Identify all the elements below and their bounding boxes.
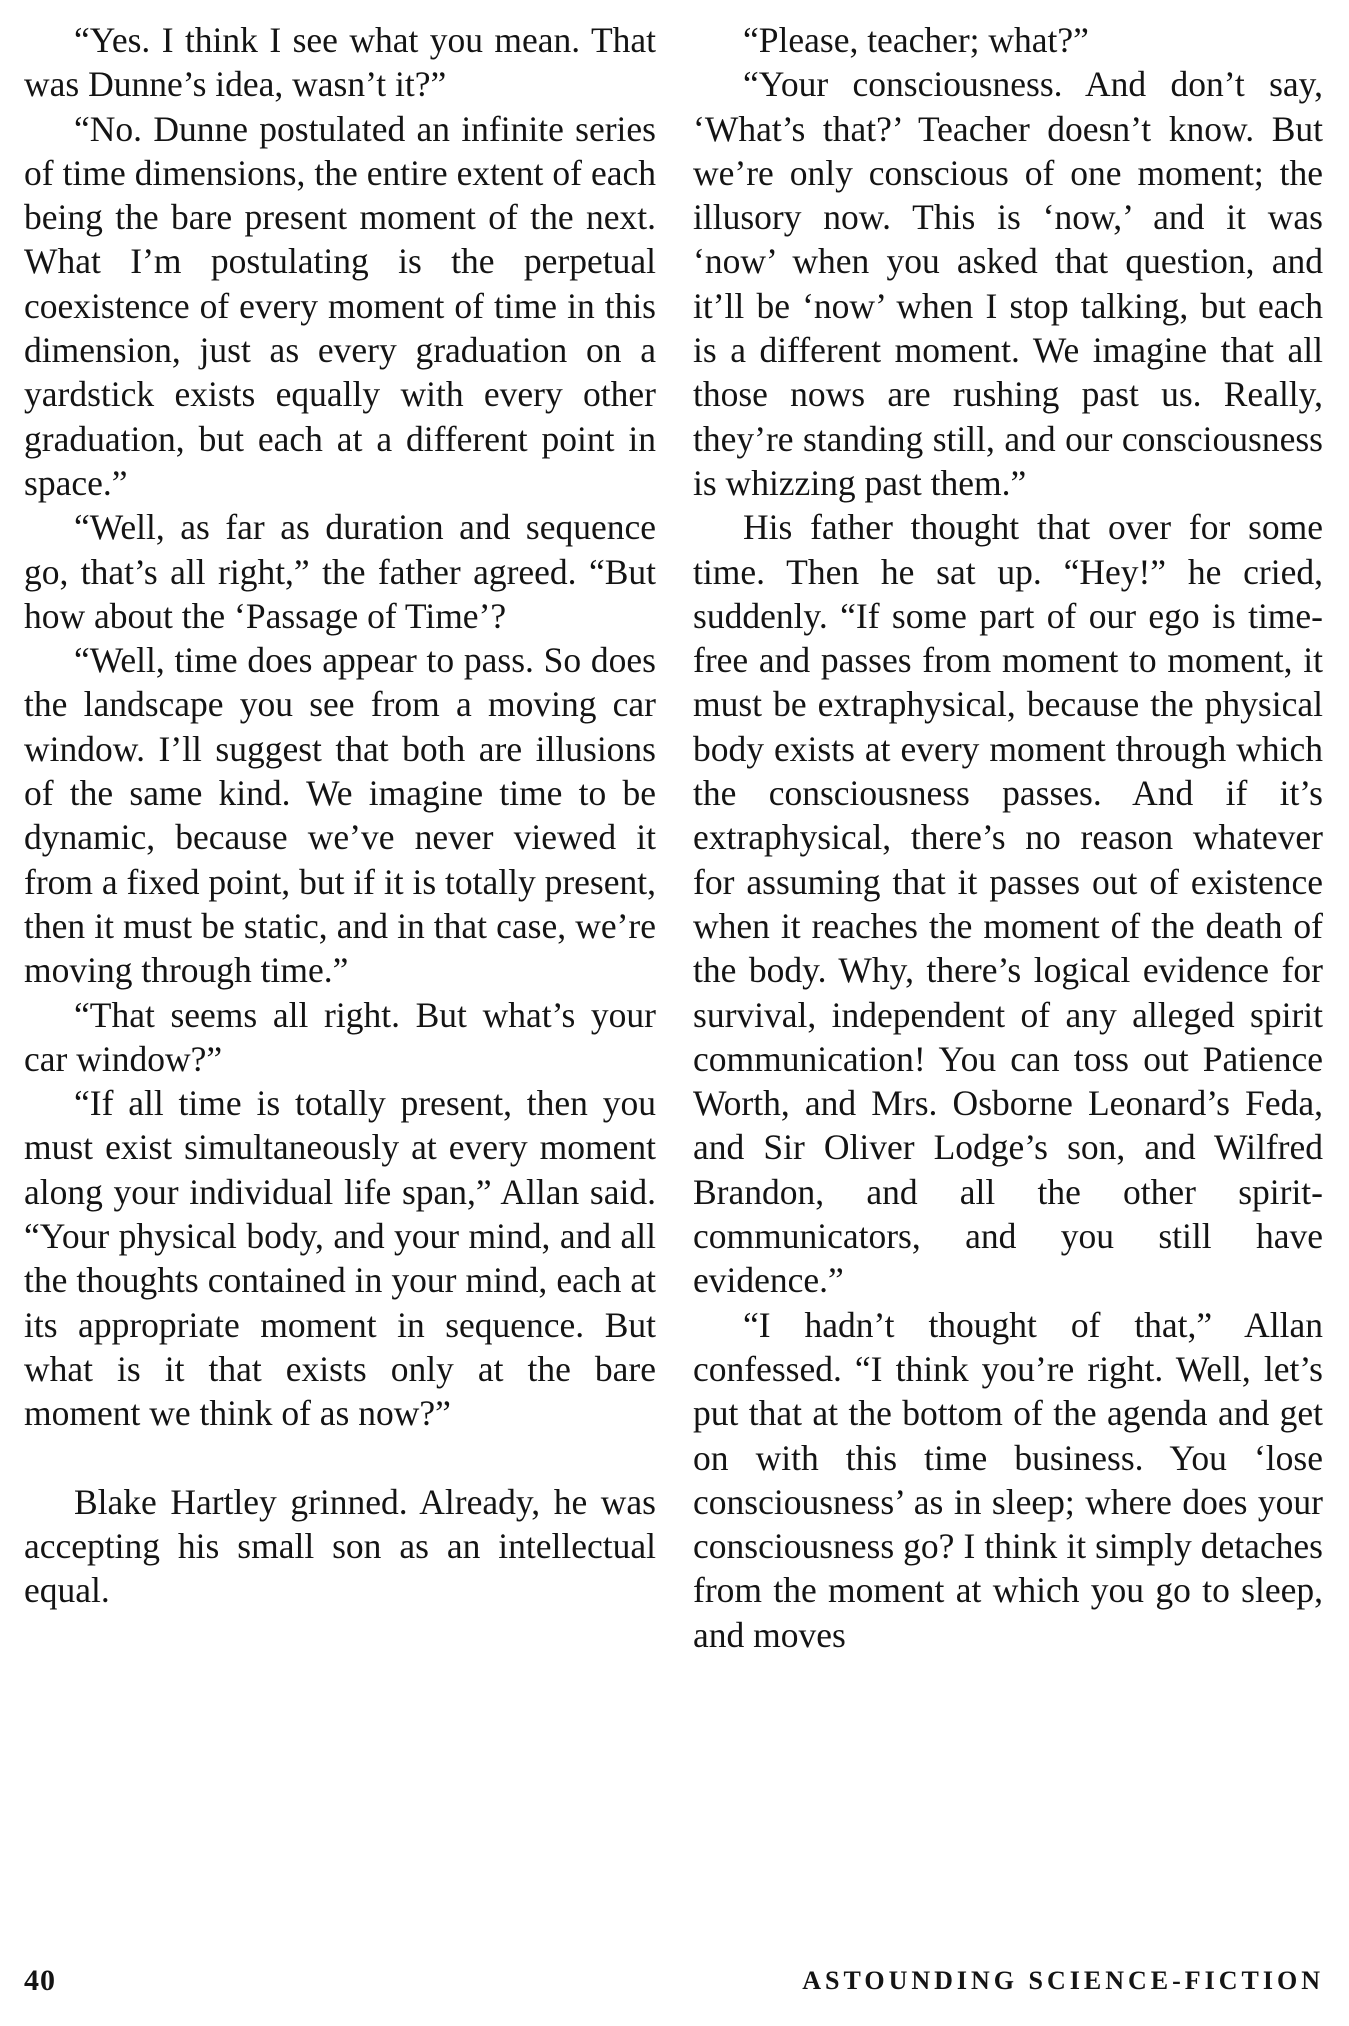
paragraph: His father thought that over for some time. Then he sat up. “Hey!” he cried, suddenly. “If some part of our ego is time-free and passes from moment to moment, it must be extraphysical, because the physical body exists at every moment through which the consciousness passes. And if it’s extraphysical, there’s no reason whatever for assuming that it passes out of existence when it reaches the moment of the death of the body. Why, there’s logical evidence for survival, independent of any alleged spirit communication! You can toss out Patience Worth, and Mrs. Osborne Leonard’s Feda, and Sir Oliver Lodge’s son, and Wilfred Brandon, and all the other spirit-communicators, and you still have evidence.” <box>693 507 1323 1301</box>
page-number: 40 <box>24 1964 56 1997</box>
paragraph: Blake Hartley grinned. Already, he was accepting his small son as an intellectual equal. <box>24 1481 656 1611</box>
paragraph: “Please, teacher; what?” <box>743 20 1089 60</box>
paragraph: “No. Dunne postulated an infinite series of time dimensions, the entire extent of each being the bare present moment of the next. What I’m postulating is the perpetual coexistence of every moment of time in this dimension, just as every graduation on a yardstick exists equally with every other graduation, but each at a different point in space.” <box>24 108 656 503</box>
paragraph: “If all time is totally present, then you must exist simultaneously at every moment along your individual life span,” Allan said. “Your physical body, and your mind, and all the thoughts contained in your mind, each at its appropriate moment in sequence. But what is it that exists only at the bare moment we think of as now?” <box>24 1083 656 1434</box>
left-column <box>24 18 656 1612</box>
paragraph: “I hadn’t thought of that,” Allan confessed. “I think you’re right. Well, let’s put that at the bottom of the agenda and get on with this time business. You ‘lose consciousness’ as in sleep; where does your consciousness go? I think it simply detaches from the moment at which you go to sleep, and moves <box>693 1304 1323 1655</box>
page-footer <box>24 1964 1324 2004</box>
paragraph: “That seems all right. But what’s your car window?” <box>24 994 656 1079</box>
paragraph: “Yes. I think I see what you mean. That was Dunne’s idea, wasn’t it?” <box>24 20 656 105</box>
paragraph: “Well, time does appear to pass. So does the landscape you see from a moving car window. I’ll suggest that both are illusions of the same kind. We imagine time to be dynamic, because we’ve never viewed it from a fixed point, but if it is totally present, then it must be static, and in that case, we’re moving through time.” <box>24 640 656 991</box>
paragraph: “Well, as far as duration and sequence go, that’s all right,” the father agreed. “But how about the ‘Passage of Time’? <box>24 507 656 636</box>
right-column <box>693 18 1323 1657</box>
paragraph: “Your consciousness. And don’t say, ‘What’s that?’ Teacher doesn’t know. But we’re only conscious of one moment; the illusory now. This is ‘now,’ and it was ‘now’ when you asked that question, and it’ll be ‘now’ when I stop talking, but each is a different moment. We imagine that all those nows are rushing past us. Really, they’re standing still, and our consciousness is whizzing past them.” <box>693 64 1323 503</box>
running-head: ASTOUNDING SCIENCE-FICTION <box>802 1966 1324 1995</box>
